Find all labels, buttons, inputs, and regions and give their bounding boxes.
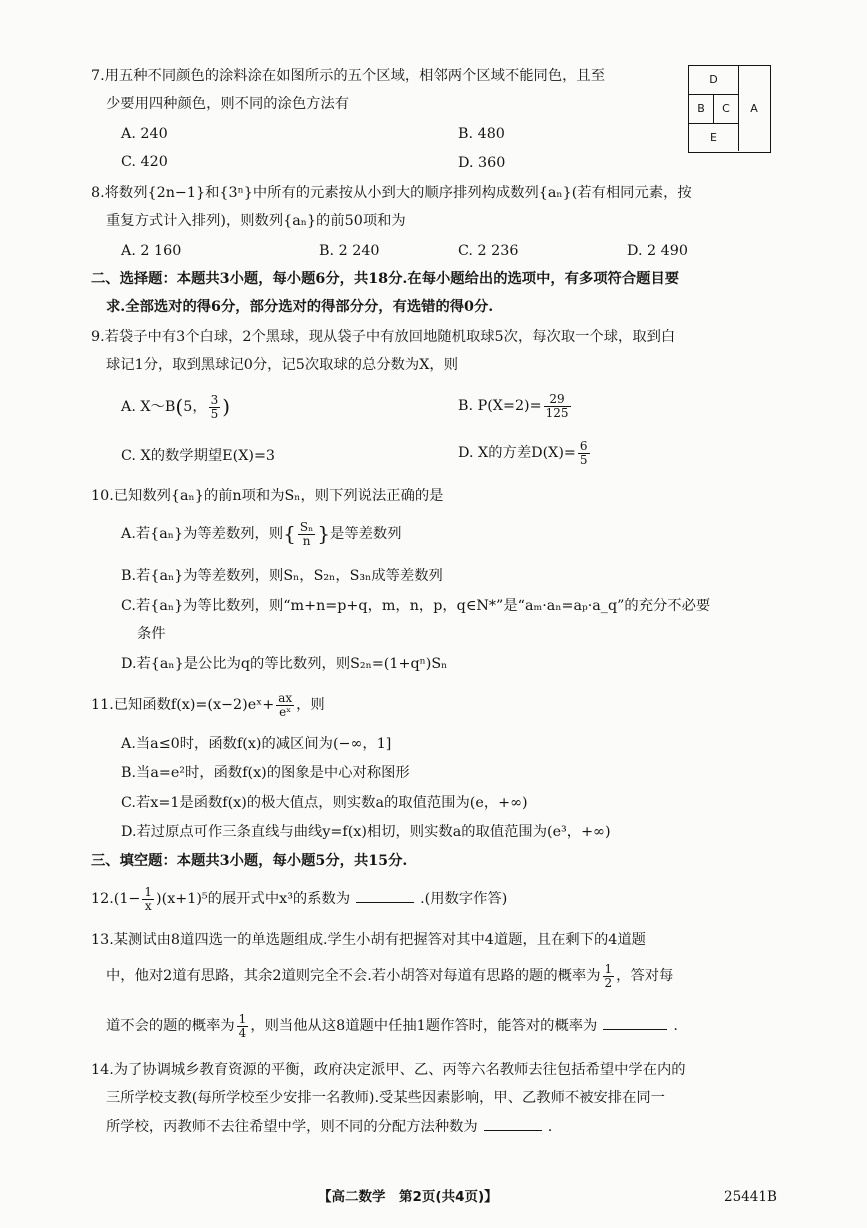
q14-line1: 14.为了协调城乡教育资源的平衡，政府决定派甲、乙、丙等六名教师去往包括希望中学在内的 xyxy=(91,1062,686,1078)
q8-option-a: A. 2 160 xyxy=(121,243,182,259)
q9-option-b: B. P(X=2)= $\frac{29}{125}$ xyxy=(458,392,569,420)
q8-option-c: C. 2 236 xyxy=(458,243,519,259)
q10-option-d: D.若{aₙ}是公比为q的等比数列，则S₂ₙ=(1+qⁿ)Sₙ xyxy=(121,656,448,672)
q9-stem-line2: 球记1分，取到黑球记0分，记5次取球的总分数为X，则 xyxy=(106,357,458,373)
page-footer-label: 【高二数学 第2页(共4页)】 xyxy=(318,1189,498,1205)
q10-option-a: A.若{aₙ}为等差数列，则{ $\frac{\text{Sₙ}}{n}$ }是等差数列 xyxy=(121,520,402,548)
q13-answer-blank[interactable] xyxy=(603,1017,667,1030)
q7-option-a: A. 240 xyxy=(121,126,168,142)
q11-option-a: A.当a≤0时，函数f(x)的减区间为(−∞，1] xyxy=(121,736,392,752)
region-d: D xyxy=(689,66,739,95)
q13-fraction-half: $\frac{1}{2}$ xyxy=(604,962,613,990)
q9-option-c: C. X的数学期望E(X)=3 xyxy=(121,448,276,464)
q10-stem: 10.已知数列{aₙ}的前n项和为Sₙ，则下列说法正确的是 xyxy=(91,488,444,504)
q14-line3: 所学校，丙教师不去往希望中学，则不同的分配方法种数为 . xyxy=(106,1119,553,1135)
q13-line3: 道不会的题的概率为 $\frac{1}{4}$ ，则当他从这8道题中任抽1题作答时，能答对的概率为 . xyxy=(106,1012,678,1040)
q12-fraction: $\frac{1}{x}$ xyxy=(144,885,153,913)
q11-stem: 11.已知函数f(x)=(x−2)eˣ+ $\frac{ax}{\text{eˣ}}$ ，则 xyxy=(91,691,325,719)
q7-option-b: B. 480 xyxy=(458,126,505,142)
q8-stem-line2: 重复方式计入排列)，则数列{aₙ}的前50项和为 xyxy=(106,213,406,229)
section2-heading-line2: 求.全部选对的得6分，部分选对的得部分分，有选错的得0分. xyxy=(106,299,494,315)
q12-answer-blank[interactable] xyxy=(356,890,414,903)
q13-line2: 中，他对2道有思路，其余2道则完全不会.若小胡答对每道有思路的题的概率为 $\frac{1}{2}$ ，答对每 xyxy=(106,962,674,990)
page-footer-code: 25441B xyxy=(724,1189,777,1205)
region-a: A xyxy=(750,101,758,115)
q7-stem-line2: 少要用四种颜色，则不同的涂色方法有 xyxy=(106,96,350,112)
q13-line1: 13.某测试由8道四选一的单选题组成.学生小胡有把握答对其中4道题，且在剩下的4道题 xyxy=(91,932,646,948)
q9-d-fraction: $\frac{6}{5}$ xyxy=(579,439,588,467)
q9-stem-line1: 9.若袋子中有3个白球，2个黑球，现从袋子中有放回地随机取球5次，每次取一个球，取到白 xyxy=(91,329,676,345)
q8-stem-line1: 8.将数列{2n−1}和{3ⁿ}中所有的元素按从小到大的顺序排列构成数列{aₙ}(若有相同元素，按 xyxy=(91,185,692,201)
section3-heading: 三、填空题：本题共3小题，每小题5分，共15分. xyxy=(91,853,408,869)
q11-option-c: C.若x=1是函数f(x)的极大值点，则实数a的取值范围为(e，+∞) xyxy=(121,795,528,811)
q14-answer-blank[interactable] xyxy=(484,1118,542,1131)
q11-option-b: B.当a=e²时，函数f(x)的图象是中心对称图形 xyxy=(121,765,410,781)
q7-option-c: C. 420 xyxy=(121,154,168,170)
q9-option-d: D. X的方差D(X)= $\frac{6}{5}$ xyxy=(458,439,588,467)
q10-a-fraction: $\frac{\text{Sₙ}}{n}$ xyxy=(299,520,314,548)
q9-b-fraction: $\frac{29}{125}$ xyxy=(545,392,569,420)
section2-heading-line1: 二、选择题：本题共3小题，每小题6分，共18分.在每小题给出的选项中，有多项符合题目要 xyxy=(91,271,680,287)
q7-option-d: D. 360 xyxy=(458,155,506,171)
q14-line2: 三所学校支教(每所学校至少安排一名教师).受某些因素影响，甲、乙教师不被安排在同一 xyxy=(106,1090,665,1106)
q7-stem-line1: 7.用五种不同颜色的涂料涂在如图所示的五个区域，相邻两个区域不能同色，且至 xyxy=(91,68,606,84)
q13-fraction-quarter: $\frac{1}{4}$ xyxy=(238,1012,247,1040)
q10-option-c-line2: 条件 xyxy=(137,626,166,642)
q11-option-d: D.若过原点可作三条直线与曲线y=f(x)相切，则实数a的取值范围为(e³，+∞) xyxy=(121,824,611,840)
q11-fraction: $\frac{ax}{\text{eˣ}}$ xyxy=(278,691,293,719)
q9-option-a: A. X～B(5， $\frac{3}{5}$ ) xyxy=(121,393,231,421)
q8-option-d: D. 2 490 xyxy=(627,243,688,259)
q12-stem: 12.(1− $\frac{1}{x}$ )(x+1)⁵的展开式中x³的系数为 .(用数字作答) xyxy=(91,885,508,913)
region-b: B xyxy=(689,95,714,123)
q8-option-b: B. 2 240 xyxy=(319,243,380,259)
region-c: C xyxy=(714,95,739,123)
five-region-diagram xyxy=(688,65,771,153)
q9-a-fraction: $\frac{3}{5}$ xyxy=(210,393,219,421)
q10-option-c-line1: C.若{aₙ}为等比数列，则“m+n=p+q，m，n，p，q∈N*”是“aₘ·aₙ=aₚ·a_q”的充分不必要 xyxy=(121,598,711,614)
region-e: E xyxy=(689,123,739,151)
q10-option-b: B.若{aₙ}为等差数列，则Sₙ，S₂ₙ，S₃ₙ成等差数列 xyxy=(121,568,443,584)
